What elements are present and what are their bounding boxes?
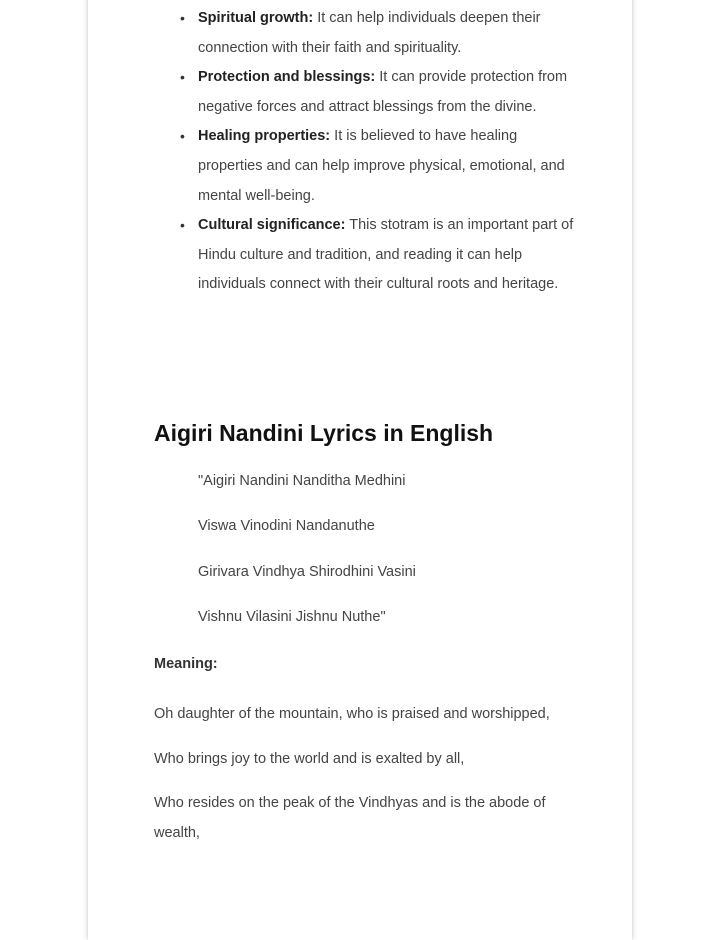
list-item bbox=[180, 122, 578, 211]
article-page bbox=[88, 0, 632, 940]
section-heading: Aigiri Nandini Lyrics in English bbox=[154, 420, 494, 446]
benefit-text: It can help individuals deepen their connection with their faith and spirituality. bbox=[198, 10, 541, 56]
benefit-title: Healing properties: bbox=[198, 128, 331, 145]
benefit-title: Spiritual growth: bbox=[198, 10, 314, 26]
lyric-line: "Aigiri Nandini Nanditha Medhini bbox=[198, 473, 406, 489]
bullet-icon: • bbox=[180, 217, 185, 234]
benefit-title: Cultural significance: bbox=[198, 217, 346, 234]
list-item bbox=[180, 211, 578, 300]
list-item bbox=[180, 4, 578, 63]
bullet-icon: • bbox=[180, 128, 185, 145]
benefit-text: It is believed to have healing properties and can help improve physical, emotional, and mental well-being. bbox=[198, 128, 565, 204]
meaning-line: Who resides on the peak of the Vindhyas and is the abode of wealth, bbox=[154, 795, 546, 841]
meaning-block bbox=[154, 700, 574, 863]
bullet-icon: • bbox=[180, 10, 185, 26]
benefits-list bbox=[180, 4, 578, 300]
benefit-text: This stotram is an important part of Hindu culture and tradition, and reading it can help individuals connect with their cultural roots and heritage. bbox=[198, 217, 574, 293]
meaning-label: Meaning: bbox=[154, 656, 218, 672]
lyric-line: Viswa Vinodini Nandanuthe bbox=[198, 518, 375, 535]
lyric-line: Vishnu Vilasini Jishnu Nuthe" bbox=[198, 608, 386, 625]
list-item bbox=[180, 63, 578, 122]
benefit-text: It can provide protection from negative forces and attract blessings from the divine. bbox=[198, 69, 568, 115]
meaning-line: Who brings joy to the world and is exalted by all, bbox=[154, 750, 465, 767]
benefit-title: Protection and blessings: bbox=[198, 69, 376, 86]
bullet-icon: • bbox=[180, 69, 185, 86]
lyrics-block bbox=[198, 471, 416, 652]
lyric-line: Girivara Vindhya Shirodhini Vasini bbox=[198, 563, 416, 580]
meaning-line: Oh daughter of the mountain, who is praised and worshipped, bbox=[154, 706, 550, 722]
